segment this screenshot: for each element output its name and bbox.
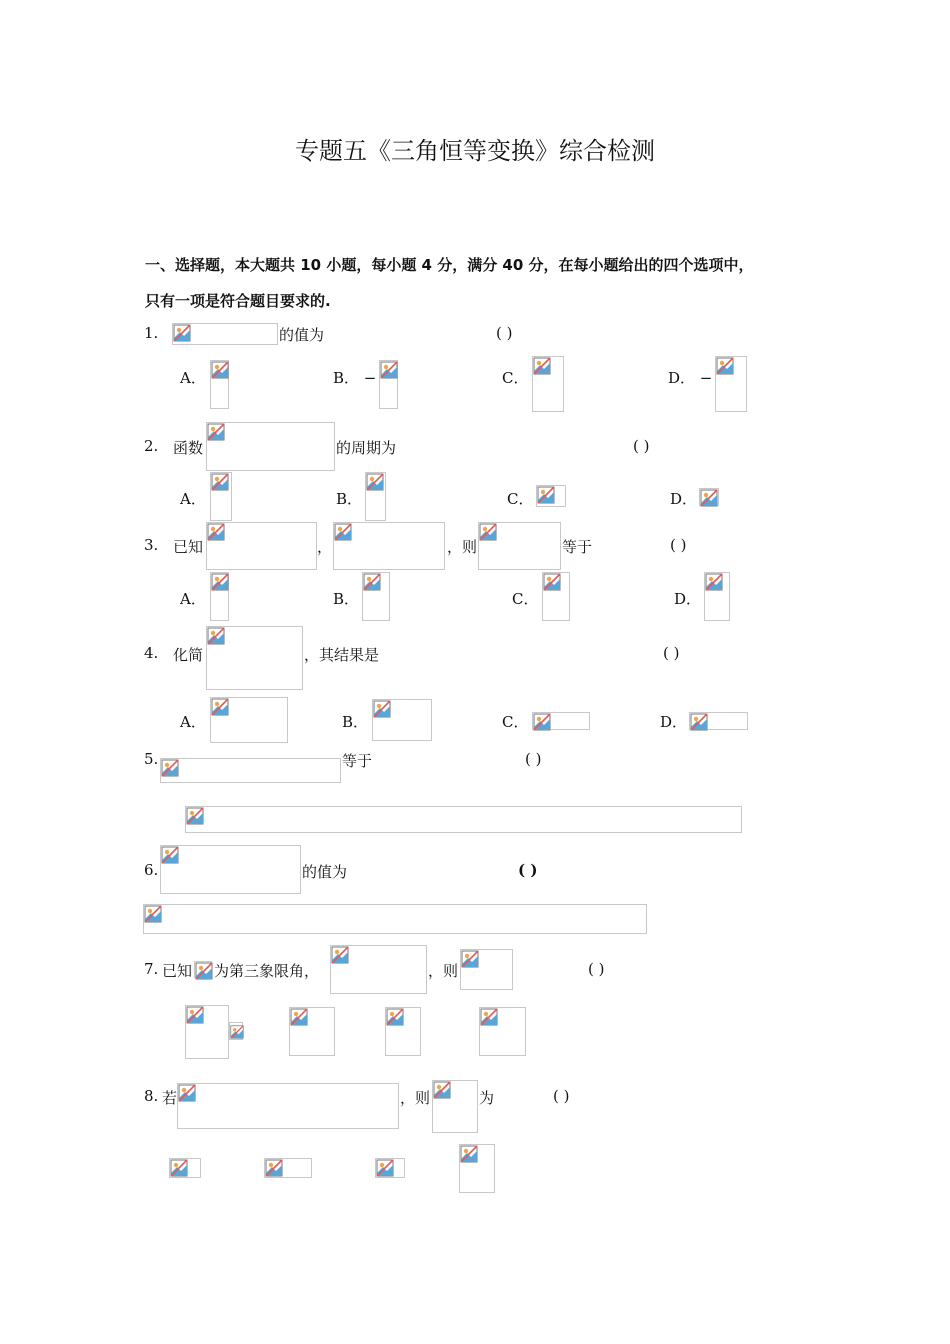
options-image xyxy=(185,806,742,833)
question-text: 函数 xyxy=(173,439,204,457)
formula-image xyxy=(460,949,513,990)
broken-image-icon xyxy=(178,1084,196,1102)
broken-image-icon xyxy=(433,1081,451,1099)
option-c-image xyxy=(375,1158,405,1178)
option-c-label: C． xyxy=(502,713,529,731)
broken-image-icon xyxy=(543,573,561,591)
option-c-image xyxy=(532,356,564,412)
option-d-image xyxy=(704,572,730,621)
broken-image-icon xyxy=(479,523,497,541)
option-a-label: A． xyxy=(180,369,206,387)
formula-image xyxy=(160,845,301,894)
question-text: ，则 xyxy=(447,538,478,556)
broken-image-icon xyxy=(211,361,229,379)
option-d-image xyxy=(715,356,747,412)
answer-paren: ( ) xyxy=(553,1087,570,1105)
option-a-image xyxy=(210,697,288,743)
formula-image xyxy=(177,1083,399,1129)
option-b-image xyxy=(264,1158,312,1178)
option-d-image xyxy=(699,488,719,506)
option-a-label: A． xyxy=(180,590,206,608)
answer-paren: ( ) xyxy=(518,861,538,879)
broken-image-icon xyxy=(211,698,229,716)
formula-image xyxy=(194,961,212,978)
broken-image-icon xyxy=(211,573,229,591)
formula-image xyxy=(333,522,445,570)
question-number: 2. xyxy=(144,437,159,455)
option-b-label: B． xyxy=(342,713,369,731)
answer-paren: ( ) xyxy=(663,644,680,662)
option-c-image xyxy=(532,712,590,730)
option-a-label: A． xyxy=(180,713,206,731)
broken-image-icon xyxy=(186,807,204,825)
broken-image-icon xyxy=(195,962,213,980)
broken-image-icon xyxy=(380,361,398,379)
broken-image-icon xyxy=(334,523,352,541)
section-instruction-line1: 一、选择题，本大题共 10 小题，每小题 4 分，满分 40 分，在每小题给出的四个选项中， xyxy=(145,256,754,274)
broken-image-icon xyxy=(386,1008,404,1026)
question-text: 的值为 xyxy=(302,863,348,881)
broken-image-icon xyxy=(211,473,229,491)
question-number: 5. xyxy=(144,750,159,768)
option-d-label: D． − xyxy=(668,369,713,387)
question-text: 已知 xyxy=(162,962,193,980)
option-b-label: B． − xyxy=(333,369,377,387)
broken-image-icon xyxy=(460,1145,478,1163)
option-d-image xyxy=(689,712,748,730)
section-instruction-line2: 只有一项是符合题目要求的. xyxy=(145,292,331,310)
broken-image-icon xyxy=(533,713,551,731)
broken-image-icon xyxy=(373,700,391,718)
page-title: 专题五《三角恒等变换》综合检测 xyxy=(295,137,655,165)
broken-image-icon xyxy=(265,1159,283,1177)
question-number: 3. xyxy=(144,536,159,554)
option-a-label: A． xyxy=(180,490,206,508)
broken-image-icon xyxy=(230,1023,244,1041)
broken-image-icon xyxy=(173,324,191,342)
option-b-image xyxy=(362,572,390,621)
option-b-image xyxy=(365,472,386,521)
question-number: 8. xyxy=(144,1087,159,1105)
broken-image-icon xyxy=(290,1008,308,1026)
broken-image-icon xyxy=(161,759,179,777)
option-b-image xyxy=(379,360,398,409)
broken-image-icon xyxy=(144,905,162,923)
question-text: ，则 xyxy=(400,1089,431,1107)
option-a-image xyxy=(210,472,232,521)
question-number: 7. xyxy=(144,960,159,978)
question-text: 为第三象限角， xyxy=(214,962,320,980)
broken-image-icon xyxy=(376,1159,394,1177)
broken-image-icon xyxy=(207,627,225,645)
broken-image-icon xyxy=(700,489,718,507)
option-c-label: C． xyxy=(502,369,529,387)
broken-image-icon xyxy=(690,713,708,731)
answer-paren: ( ) xyxy=(670,536,687,554)
option-d-label: D． xyxy=(660,713,688,731)
question-number: 1. xyxy=(144,324,159,342)
question-text: 为 xyxy=(479,1089,495,1107)
broken-image-icon xyxy=(716,357,734,375)
answer-paren: ( ) xyxy=(496,324,513,342)
broken-image-icon xyxy=(537,486,555,504)
formula-image xyxy=(478,522,561,570)
formula-image xyxy=(206,422,335,471)
option-a-image xyxy=(210,572,229,621)
option-d-image xyxy=(479,1007,526,1056)
broken-image-icon xyxy=(186,1006,204,1024)
question-text: 若 xyxy=(162,1089,178,1107)
option-d-label: D． xyxy=(670,490,698,508)
broken-image-icon xyxy=(207,423,225,441)
formula-image xyxy=(172,323,278,345)
question-text: 已知 xyxy=(173,538,204,556)
broken-image-icon xyxy=(461,950,479,968)
formula-image xyxy=(432,1080,478,1133)
formula-image xyxy=(160,758,341,783)
question-text: ， xyxy=(317,538,333,556)
formula-image xyxy=(206,626,303,690)
broken-image-icon xyxy=(480,1008,498,1026)
broken-image-icon xyxy=(207,523,225,541)
option-a-image xyxy=(185,1005,229,1059)
question-text: ，则 xyxy=(428,962,459,980)
broken-image-icon xyxy=(533,357,551,375)
broken-image-icon xyxy=(331,946,349,964)
option-a-extra-image xyxy=(229,1022,243,1040)
question-number: 6. xyxy=(144,861,159,879)
broken-image-icon xyxy=(363,573,381,591)
broken-image-icon xyxy=(366,473,384,491)
option-c-image xyxy=(536,485,566,507)
answer-paren: ( ) xyxy=(525,750,542,768)
formula-image xyxy=(206,522,317,570)
question-text: ，其结果是 xyxy=(304,646,380,664)
question-text: 化简 xyxy=(173,646,204,664)
option-d-label: D． xyxy=(674,590,702,608)
option-b-label: B． xyxy=(333,590,360,608)
option-a-image xyxy=(210,360,229,409)
answer-paren: ( ) xyxy=(588,960,605,978)
option-c-image xyxy=(542,572,570,621)
broken-image-icon xyxy=(170,1159,188,1177)
option-b-image xyxy=(289,1007,335,1056)
question-text: 的值为 xyxy=(279,326,325,344)
question-text: 的周期为 xyxy=(336,439,397,457)
formula-image xyxy=(330,945,427,994)
options-image xyxy=(143,904,647,934)
option-a-image xyxy=(169,1158,201,1178)
question-number: 4. xyxy=(144,644,159,662)
option-b-image xyxy=(372,699,432,741)
broken-image-icon xyxy=(161,846,179,864)
option-b-label: B． xyxy=(336,490,363,508)
option-c-label: C． xyxy=(507,490,534,508)
option-c-image xyxy=(385,1007,421,1056)
broken-image-icon xyxy=(705,573,723,591)
question-text: 等于 xyxy=(342,752,373,770)
question-text: 等于 xyxy=(562,538,593,556)
option-c-label: C． xyxy=(512,590,539,608)
option-d-image xyxy=(459,1144,495,1193)
answer-paren: ( ) xyxy=(633,437,650,455)
